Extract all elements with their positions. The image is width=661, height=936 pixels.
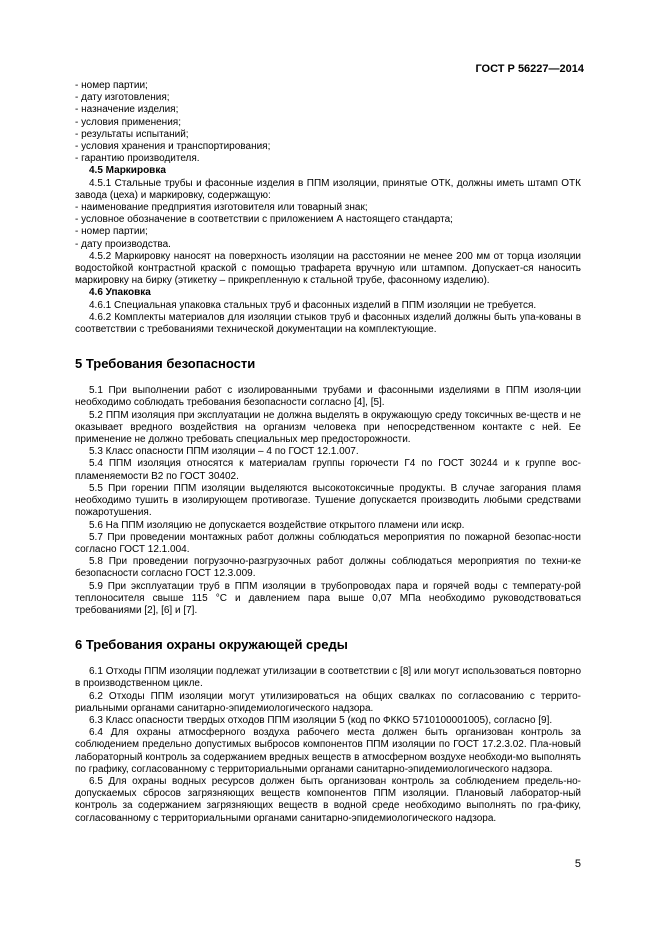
paragraph-6-2: 6.2 Отходы ППМ изоляции могут утилизироваться на общих свалках по согласованию с террито-риальными органами санитарно-эпидемиологического надзора. (75, 690, 581, 714)
subsection-title-4-5: 4.5 Маркировка (89, 165, 166, 177)
section-title-6: 6 Требования охраны окружающей среды (75, 637, 348, 653)
list-item: - дату изготовления; (75, 92, 170, 104)
list-item: - наименование предприятия изготовителя или товарный знак; (75, 202, 368, 214)
paragraph-5-9: 5.9 При эксплуатации труб в ППМ изоляции в трубопроводах пара и горячей воды с температу-рой теплоносителя свыше 115 °С и давлением пара выше 0,07 МПа необходимо руководствоваться требованиями [2], [6] и [7]. (75, 580, 581, 616)
subsection-title-4-6: 4.6 Упаковка (89, 287, 151, 299)
paragraph-6-3: 6.3 Класс опасности твердых отходов ППМ изоляции 5 (код по ФККО 5710100001005), согласно [9]. (89, 714, 553, 726)
page-number: 5 (574, 858, 581, 870)
doc-header-code: ГОСТ Р 56227—2014 (475, 63, 584, 75)
paragraph-6-1: 6.1 Отходы ППМ изоляции подлежат утилизации в соответствии с [8] или могут использоваться повторно в производственном цикле. (75, 666, 581, 690)
list-item: - назначение изделия; (75, 104, 179, 116)
paragraph-6-5: 6.5 Для охраны водных ресурсов должен быть организован контроль за соблюдением предель-но-допускаемых сбросов загрязняющих веществ компонентов ППМ изоляции. Плановый лаборатор-ный контроль за содержанием загрязняющих веществ в водной среде необходимо выполнять по гра-фику, согласованному с территориальными органами санитарно-эпидемиологического надзора. (75, 775, 581, 824)
paragraph-4-5-2: 4.5.2 Маркировку наносят на поверхность изоляции на расстоянии не менее 200 мм от торца изоляции водостойкой контрастной краской с помощью трафарета вручную или штампом. Допускает-ся наносить маркировку на бирку (этикетку – прикрепленную к стальной трубе, фасонному изделию). (75, 250, 581, 287)
list-item: - номер партии; (75, 80, 148, 91)
paragraph-5-5: 5.5 При горении ППМ изоляции выделяются высокотоксичные продукты. В случае загорания пламя необходимо тушить в изолирующем противогазе. Тушение допускается производить любыми средствами пожаротушения. (75, 482, 581, 519)
paragraph-5-4: 5.4 ППМ изоляция относятся к материалам группы горючести Г4 по ГОСТ 30244 и к группе вос-пламеняемости В2 по ГОСТ 30402. (75, 458, 581, 482)
paragraph-5-2: 5.2 ППМ изоляция при эксплуатации не должна выделять в окружающую среду токсичных ве-ществ и не оказывает вредного воздействия на организм человека при непосредственном контакте с ней. Ее применение не должно требовать специальных мер предосторожности. (75, 409, 581, 446)
paragraph-4-6-2: 4.6.2 Комплекты материалов для изоляции стыков труб и фасонных изделий должны быть упа-кованы в соответствии с требованиями технической документации на комплектующие. (75, 311, 581, 336)
paragraph-4-5-1: 4.5.1 Стальные трубы и фасонные изделия в ППМ изоляции, принятые ОТК, должны иметь штамп ОТК завода (цеха) и маркировку, содержащую: (75, 177, 581, 201)
paragraph-4-6-1: 4.6.1 Специальная упаковка стальных труб и фасонных изделий в ППМ изоляции не требуется. (89, 299, 537, 311)
section-title-5: 5 Требования безопасности (75, 356, 256, 372)
paragraph-5-3: 5.3 Класс опасности ППМ изоляции – 4 по ГОСТ 12.1.007. (89, 446, 359, 458)
list-item: - номер партии; (75, 226, 148, 238)
list-item: - гарантию производителя. (75, 153, 200, 165)
paragraph-5-8: 5.8 При проведении погрузочно-разгрузочных работ должны соблюдаться мероприятия по техни-ке безопасности согласно ГОСТ 12.3.009. (75, 556, 581, 580)
paragraph-5-6: 5.6 На ППМ изоляцию не допускается воздействие открытого пламени или искр. (89, 519, 465, 531)
list-item: - результаты испытаний; (75, 128, 189, 140)
list-item: - дату производства. (75, 238, 171, 250)
list-item: - условное обозначение в соответствии с приложением А настоящего стандарта; (75, 214, 453, 226)
paragraph-5-7: 5.7 При проведении монтажных работ должны соблюдаться мероприятия по пожарной безопас-ности согласно ГОСТ 12.1.004. (75, 531, 581, 555)
paragraph-6-4: 6.4 Для охраны атмосферного воздуха рабочего места должен быть организован контроль за соблюдением предельно допустимых выбросов компонентов ППМ изоляции по ГОСТ 17.2.3.02. Пла-новый лабораторный контроль за содержанием вредных веществ в атмосферном воздухе необходи-мо выполнять по графику, согласованному с территориальными органами санитарно-эпидемиологического надзора. (75, 727, 581, 775)
page-content (75, 80, 581, 825)
paragraph-5-1: 5.1 При выполнении работ с изолированными трубами и фасонными изделиями в ППМ изоля-ции необходимо соблюдать требования безопасности согласно [4], [5]. (75, 385, 581, 409)
list-item: - условия применения; (75, 116, 181, 128)
list-item: - условия хранения и транспортирования; (75, 141, 271, 153)
